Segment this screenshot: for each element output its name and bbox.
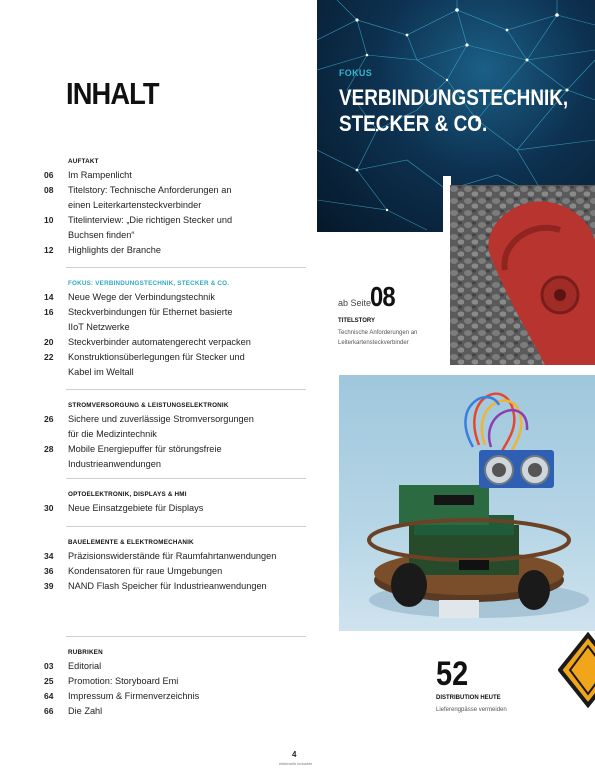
toc-entry-page: 03 — [44, 661, 54, 671]
section-divider — [66, 478, 306, 479]
hook-photo — [450, 185, 595, 365]
toc-entry-title — [68, 442, 298, 472]
toc-entry[interactable] — [44, 412, 304, 442]
page-title: INHALT — [66, 76, 159, 111]
toc-entry[interactable] — [44, 290, 304, 305]
toc-entry-line: Im Rampenlicht — [68, 170, 132, 180]
hero-title-line2: STECKER & CO. — [339, 111, 488, 136]
toc-entry[interactable] — [44, 442, 304, 472]
toc-entry[interactable] — [44, 549, 304, 564]
toc-entry-title — [68, 689, 298, 704]
toc-entry-line: einen Leiterkartensteckverbinder — [68, 200, 202, 210]
toc-entry-line: Präzisionswiderstände für Raumfahrtanwendungen — [68, 551, 277, 561]
toc-entry[interactable] — [44, 350, 304, 380]
titlestory-page-number: 08 — [370, 281, 395, 312]
toc-entry-page: 36 — [44, 566, 54, 576]
toc-entry-line: für die Medizintechnik — [68, 429, 157, 439]
toc-entry-line: Highlights der Branche — [68, 245, 161, 255]
toc-entry-line: Steckverbindungen für Ethernet basierte — [68, 307, 233, 317]
distribution-label: DISTRIBUTION HEUTE — [436, 695, 501, 701]
toc-entry-title — [68, 350, 298, 380]
toc-entry-line: Editorial — [68, 661, 102, 671]
toc-entry-page: 12 — [44, 245, 54, 255]
section-divider — [66, 267, 306, 268]
toc-entry-title — [68, 579, 298, 594]
toc-entry-page: 28 — [44, 444, 54, 454]
toc-entry-line: Neue Wege der Verbindungstechnik — [68, 292, 215, 302]
toc-entry-line: IIoT Netzwerke — [68, 322, 130, 332]
section-heading: RUBRIKEN — [68, 649, 103, 656]
titlestory-prefix: ab Seite — [338, 298, 372, 308]
section-divider — [66, 526, 306, 527]
toc-entry-title — [68, 659, 298, 674]
toc-entry-line: Die Zahl — [68, 706, 103, 716]
section-heading: AUFTAKT — [68, 158, 99, 165]
toc-entry[interactable] — [44, 579, 304, 594]
toc-entry[interactable] — [44, 335, 304, 350]
titlestory-description: Technische Anforderungen an Leiterkartensteckverbinder — [338, 330, 418, 346]
hero-title-line1: VERBINDUNGSTECHNIK, — [339, 85, 569, 110]
toc-entry-page: 20 — [44, 337, 54, 347]
toc-entry-line: Konstruktionsüberlegungen für Stecker und — [68, 352, 245, 362]
toc-entry-title — [68, 290, 298, 305]
toc-entry-page: 34 — [44, 551, 54, 561]
toc-entry-page: 64 — [44, 691, 54, 701]
toc-entry-line: Industrieanwendungen — [68, 459, 161, 469]
toc-entry-title — [68, 213, 298, 243]
warning-sign-icon — [558, 630, 595, 710]
toc-entry[interactable] — [44, 674, 304, 689]
toc-entry[interactable] — [44, 243, 304, 258]
toc-entry-page: 10 — [44, 215, 54, 225]
hero-title — [339, 85, 595, 137]
toc-entry-page: 25 — [44, 676, 54, 686]
hero-tag: FOKUS — [339, 68, 372, 78]
toc-entry-title — [68, 168, 298, 183]
toc-entry-page: 06 — [44, 170, 54, 180]
toc-entry-line: Kondensatoren für raue Umgebungen — [68, 566, 223, 576]
distribution-description: Lieferengpässe vermeiden — [436, 707, 507, 713]
section-divider — [66, 636, 306, 637]
page-number: 4 — [292, 750, 297, 759]
toc-entry-page: 30 — [44, 503, 54, 513]
toc-entry-page: 66 — [44, 706, 54, 716]
section-heading: OPTOELEKTRONIK, DISPLAYS & HMI — [68, 491, 187, 498]
toc-entry-line: Sichere und zuverlässige Stromversorgungen — [68, 414, 254, 424]
toc-entry-title — [68, 704, 298, 719]
section-heading: STROMVERSORGUNG & LEISTUNGSELEKTRONIK — [68, 402, 229, 409]
toc-entry-title — [68, 305, 298, 335]
toc-entry[interactable] — [44, 689, 304, 704]
toc-entry-title — [68, 501, 298, 516]
toc-entry-line: Kabel im Weltall — [68, 367, 134, 377]
toc-entry-title — [68, 564, 298, 579]
toc-entry-page: 39 — [44, 581, 54, 591]
toc-entry-line: Steckverbinder automatengerecht verpacken — [68, 337, 251, 347]
toc-entry[interactable] — [44, 659, 304, 674]
robot-photo — [339, 375, 595, 631]
toc-entry-title — [68, 412, 298, 442]
toc-entry[interactable] — [44, 501, 304, 516]
distribution-page-number: 52 — [436, 655, 469, 693]
toc-entry-line: Impressum & Firmenverzeichnis — [68, 691, 200, 701]
toc-entry-title — [68, 243, 298, 258]
toc-entry-page: 16 — [44, 307, 54, 317]
toc-entry-line: Neue Einsatzgebiete für Displays — [68, 503, 204, 513]
toc-entry-page: 26 — [44, 414, 54, 424]
toc-entry-line: Promotion: Storyboard Emi — [68, 676, 179, 686]
toc-entry[interactable] — [44, 213, 304, 243]
toc-entry[interactable] — [44, 305, 304, 335]
toc-entry-page: 14 — [44, 292, 54, 302]
section-heading: FOKUS: VERBINDUNGSTECHNIK, STECKER & CO. — [68, 280, 230, 287]
titlestory-label: TITELSTORY — [338, 318, 376, 324]
toc-entry[interactable] — [44, 564, 304, 579]
toc-entry-line: NAND Flash Speicher für Industrieanwendungen — [68, 581, 267, 591]
toc-entry[interactable] — [44, 704, 304, 719]
toc-entry-title — [68, 549, 298, 564]
toc-entry-line: Mobile Energiepuffer für störungsfreie — [68, 444, 222, 454]
section-heading: BAUELEMENTE & ELEKTROMECHANIK — [68, 539, 194, 546]
toc-entry-line: Titelstory: Technische Anforderungen an — [68, 185, 232, 195]
toc-entry-line: Titelinterview: „Die richtigen Stecker und — [68, 215, 233, 225]
toc-entry-title — [68, 335, 298, 350]
toc-entry-line: Buchsen finden“ — [68, 230, 135, 240]
toc-entry[interactable] — [44, 183, 304, 213]
toc-entry-title — [68, 674, 298, 689]
section-divider — [66, 389, 306, 390]
footer-publication: elektronik industrie — [279, 761, 313, 766]
toc-entry-page: 08 — [44, 185, 54, 195]
toc-entry-title — [68, 183, 298, 213]
toc-entry-page: 22 — [44, 352, 54, 362]
toc-entry[interactable] — [44, 168, 304, 183]
